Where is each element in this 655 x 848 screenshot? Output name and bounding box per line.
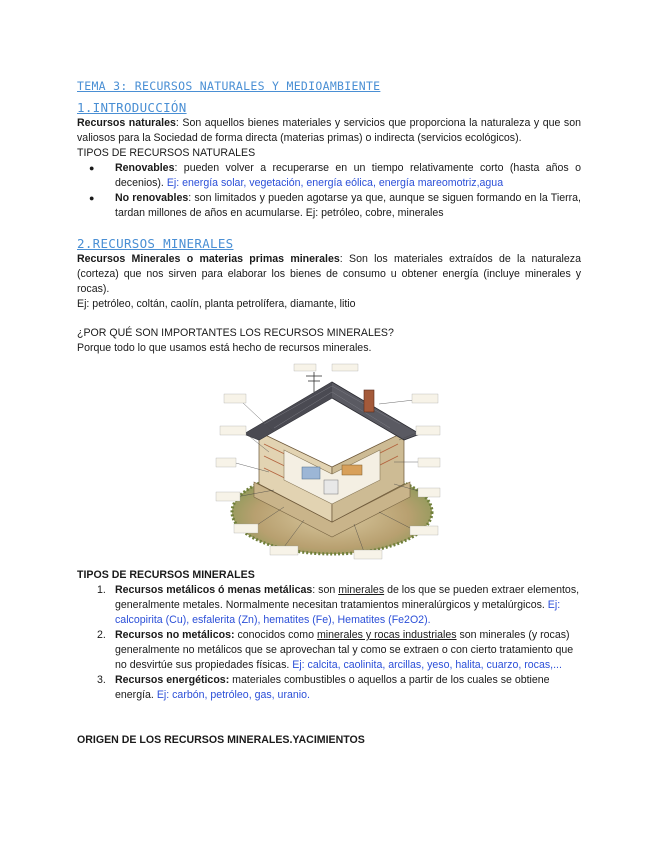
bullet-icon: ● [89, 193, 95, 203]
list-number: 1. [97, 584, 106, 596]
subheading-tipos-minerales [77, 568, 581, 583]
term-energeticos: Recursos energéticos: [115, 674, 230, 686]
term-recursos-naturales: Recursos naturales [77, 117, 176, 129]
list-item-no-metalicos [97, 628, 581, 673]
section-heading-introduccion: 1.INTRODUCCIÓN [77, 100, 187, 115]
term-no-metalicos: Recursos no metálicos: [115, 629, 235, 641]
house-minerals-illustration [214, 362, 442, 562]
list-item-renovables [89, 161, 581, 191]
item-text: materiales combustibles o aquellos a partir de los cuales se obtiene energía. [115, 674, 550, 701]
example-text: Ej: calcita, caolinita, arcillas, yeso, halita, cuarzo, rocas,... [292, 659, 562, 671]
paragraph-recursos-naturales [77, 116, 581, 146]
example-text: Ej: calcopirita (Cu), esfalerita (Zn), hematites (Fe), Hematites (Fe2O2). [115, 599, 561, 626]
list-item-metalicos [97, 583, 581, 628]
term-recursos-minerales: Recursos Minerales o materias primas minerales [77, 253, 340, 265]
subheading-text: TIPOS DE RECURSOS MINERALES [77, 569, 255, 581]
subheading-tipos-naturales: TIPOS DE RECURSOS NATURALES [77, 147, 256, 159]
house-illustration-image [214, 362, 442, 562]
section-heading-origen [77, 733, 581, 748]
item-text: de los que se pueden extraer elementos, generalmente metales. Normalmente necesitan tratamientos mineralúrgicos y metalúrgicos. [115, 584, 580, 611]
question-line: ¿POR QUÉ SON IMPORTANTES LOS RECURSOS MINERALES? [77, 327, 394, 339]
answer-line: Porque todo lo que usamos está hecho de recursos minerales. [77, 342, 372, 354]
underlined-text: minerales y rocas industriales [316, 629, 457, 641]
item-text: conocidos como [234, 629, 317, 641]
example-text: Ej: energía solar, vegetación, energía eólica, energía mareomotriz,agua [166, 177, 504, 189]
definition-text: : Son los materiales extraídos de la naturaleza (corteza) que nos sirven para elaborar los bienes de consumo u obtener energía (incluye minerales y rocas). [77, 253, 581, 295]
item-text: : son limitados y pueden agotarse ya que, aunque se siguen formando en la Tierra, tardan millones de años en acumularse. Ej: petróleo, cobre, minerales [115, 192, 581, 219]
document-title: TEMA 3: RECURSOS NATURALES Y MEDIOAMBIENTE [77, 79, 381, 93]
item-text: : pueden volver a recuperarse en un tiempo relativamente corto (hasta años o decenios). [115, 162, 581, 189]
paragraph-recursos-minerales [77, 252, 581, 297]
section-heading-recursos-minerales: 2.RECURSOS MINERALES [77, 236, 234, 251]
document-body [77, 78, 581, 748]
bullet-icon: ● [89, 163, 95, 173]
examples-line: Ej: petróleo, coltán, caolín, planta petrolífera, diamante, litio [77, 298, 356, 310]
list-item-energeticos [97, 673, 581, 703]
item-text: : son [312, 584, 339, 596]
heading-text: ORIGEN DE LOS RECURSOS MINERALES.YACIMIENTOS [77, 734, 365, 746]
term-no-renovables: No renovables [115, 192, 189, 204]
item-text: son minerales (y rocas) generalmente no metálicos que se aprovechan tal y como se extraen o con cierto tratamiento que no desvirtúe sus propiedades físicas. [115, 629, 574, 671]
list-item-no-renovables [89, 191, 581, 221]
definition-text: : Son aquellos bienes materiales y servicios que proporciona la naturaleza y que son valiosos para la Sociedad de forma directa (materias primas) o indirecta (servicios ecológicos). [77, 117, 581, 144]
list-number: 2. [97, 629, 106, 641]
underlined-text: minerales [338, 584, 385, 596]
list-number: 3. [97, 674, 106, 686]
term-metalicos: Recursos metálicos ó menas metálicas [115, 584, 313, 596]
term-renovables: Renovables [115, 162, 175, 174]
example-text: Ej: carbón, petróleo, gas, uranio. [156, 689, 310, 701]
